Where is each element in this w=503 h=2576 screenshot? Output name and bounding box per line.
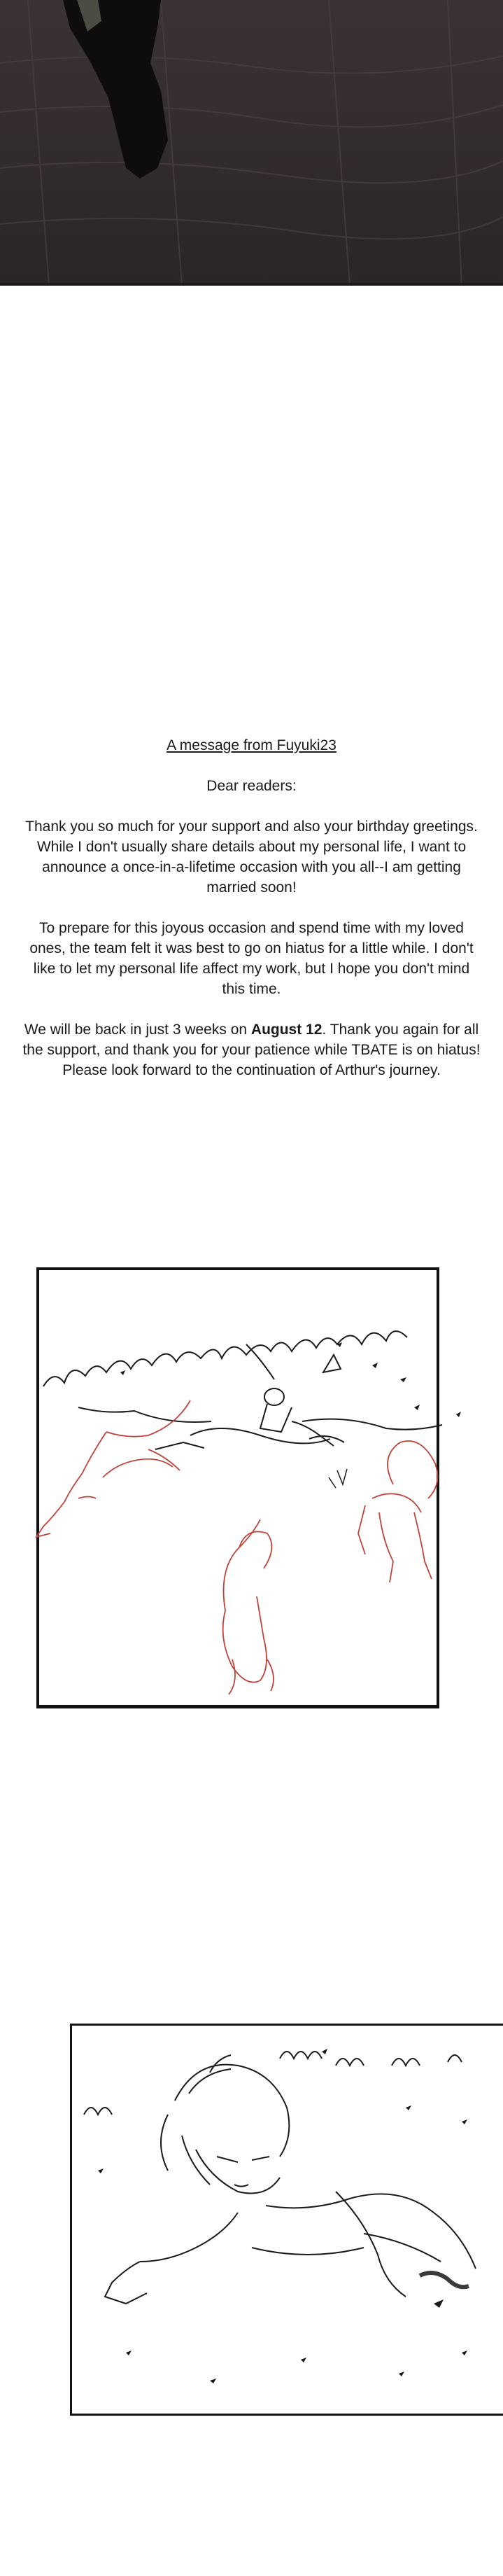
warrior-sketch <box>70 2024 503 2416</box>
author-message <box>21 735 482 1101</box>
top-artwork <box>0 0 503 286</box>
return-date: August 12 <box>250 1022 323 1038</box>
sketch-panel-forest-chase <box>36 1267 439 1708</box>
message-salutation: Dear readers: <box>206 778 297 794</box>
message-paragraph-2: To prepare for this joyous occasion and spend time with my loved ones, the team felt it was best to go on hiatus for a little while. I don't like to let my personal life affect my work, but I hope you don't mind this time. <box>29 920 474 997</box>
message-paragraph-3-after: . Thank you again for all the support, and thank you for your patience while TBATE is on hiatus! Please look forward to the continuation of Arthur's journey. <box>22 1022 481 1078</box>
sketch-panel-warrior-crawling <box>70 2024 503 2416</box>
forest-chase-sketch <box>0 1260 503 1764</box>
dark-scene-illustration <box>0 0 503 286</box>
message-paragraph-1: Thank you so much for your support and also your birthday greetings. While I don't usually share details about my personal life, I want to announce a once-in-a-lifetime occasion with you all--I am getting married soon! <box>25 819 478 896</box>
message-paragraph-3-before: We will be back in just 3 weeks on <box>24 1022 251 1038</box>
message-paragraph-3 <box>21 1019 482 1080</box>
message-heading: A message from Fuyuki23 <box>167 737 336 753</box>
